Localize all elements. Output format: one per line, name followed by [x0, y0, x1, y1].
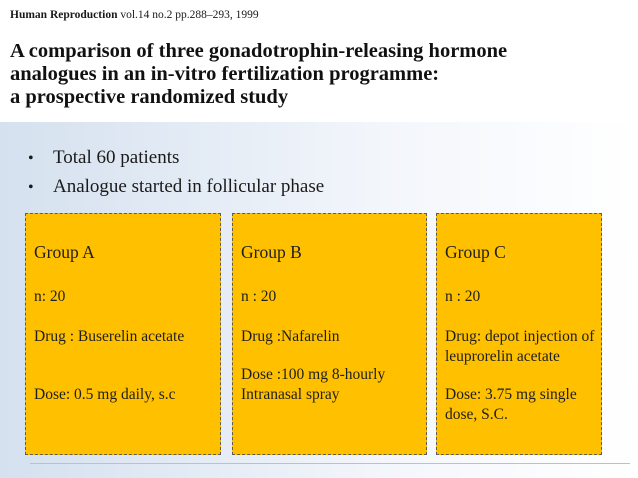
bullet-item — [28, 172, 324, 201]
group-title: Group A — [34, 242, 95, 262]
group-title: Group C — [445, 242, 506, 262]
group-n: n : 20 — [445, 288, 481, 305]
group-n: n: 20 — [34, 288, 66, 305]
bullet-item — [28, 143, 324, 172]
slide-header — [0, 0, 638, 122]
bullet-icon: • — [28, 179, 34, 196]
group-dose: Dose: 0.5 mg daily, s.c — [34, 386, 176, 403]
group-drug: Drug : Buserelin acetate — [34, 328, 185, 345]
group-drug: Drug :Nafarelin — [241, 328, 340, 345]
journal-name: Human Reproduction — [10, 9, 118, 21]
footer-divider — [30, 463, 630, 464]
paper-title-line-3: a prospective randomized study — [10, 86, 289, 108]
journal-citation — [10, 9, 259, 21]
group-n: n : 20 — [241, 288, 277, 305]
citation-detail: vol.14 no.2 pp.288–293, 1999 — [120, 9, 259, 21]
group-dose: Dose: 3.75 mg single dose, S.C. — [445, 386, 577, 423]
group-title: Group B — [241, 242, 302, 262]
paper-title — [10, 40, 630, 109]
paper-title-line-1: A comparison of three gonadotrophin-releasing hormone — [10, 40, 508, 62]
paper-title-line-2: analogues in an in-vitro fertilization programme: — [10, 63, 440, 85]
group-dose: Dose :100 mg 8-hourly Intranasal spray — [241, 366, 386, 403]
bullet-text: Analogue started in follicular phase — [53, 176, 325, 197]
bullet-icon: • — [28, 150, 34, 167]
bullet-text: Total 60 patients — [53, 147, 180, 168]
bullet-list — [28, 143, 324, 201]
group-drug: Drug: depot injection of leuprorelin acetate — [445, 328, 595, 365]
group-a-box — [25, 213, 221, 455]
group-b-box — [232, 213, 427, 455]
group-c-box — [436, 213, 602, 455]
